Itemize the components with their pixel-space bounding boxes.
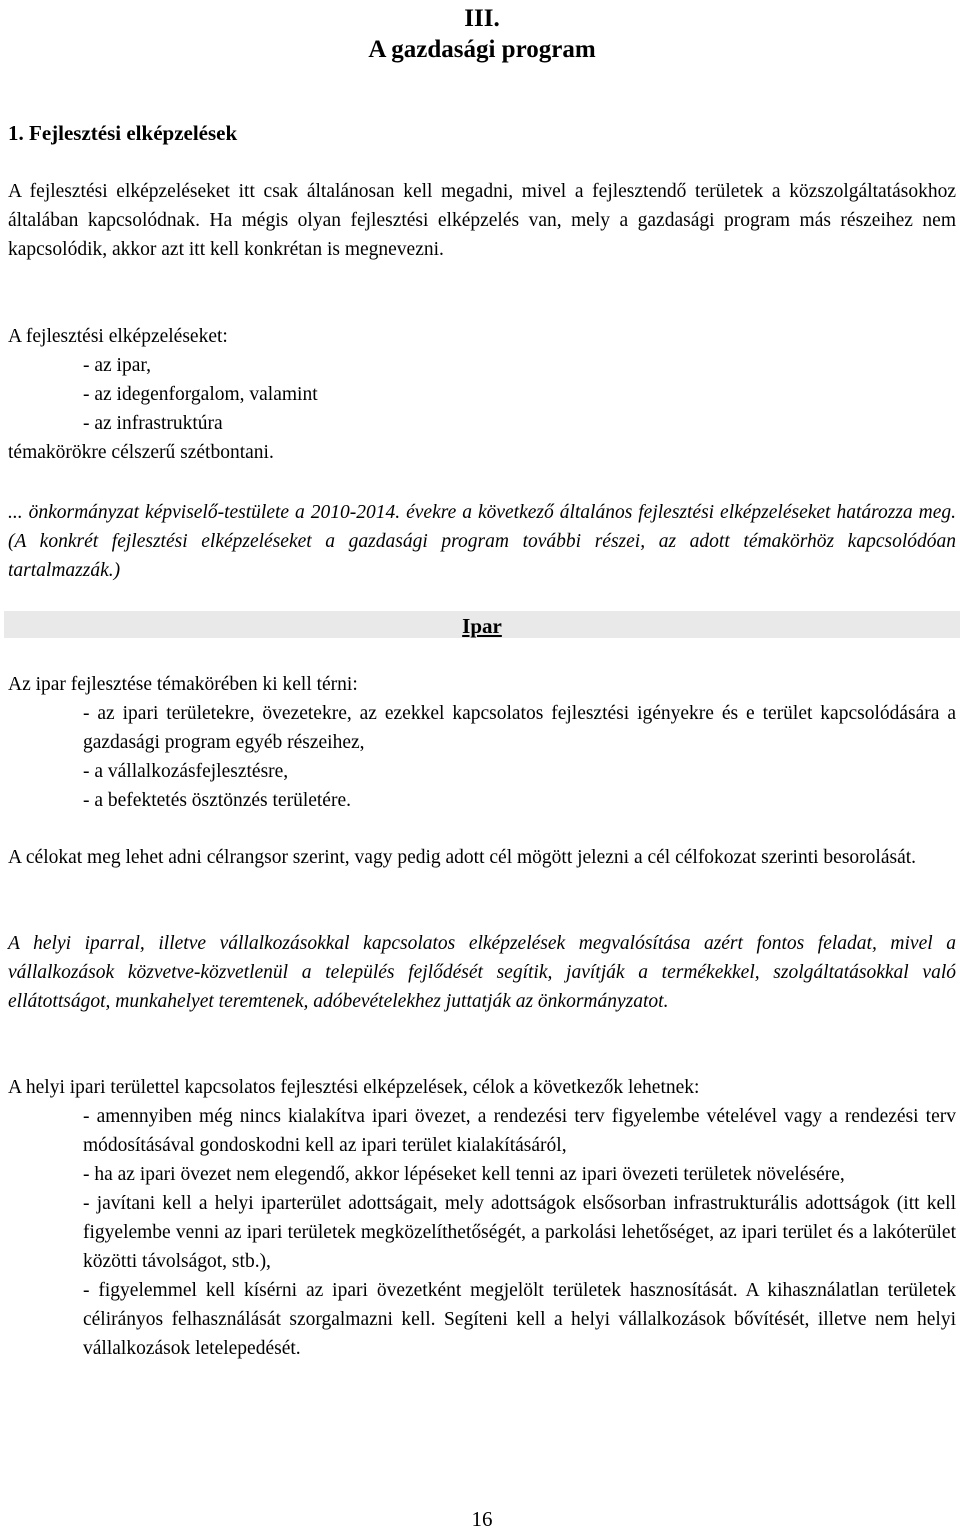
list-item: - ha az ipari övezet nem elegendő, akkor lépéseket kell tenni az ipari övezeti területek növelésére, <box>83 1164 845 1185</box>
chapter-number: III. <box>464 5 500 32</box>
list-item: - a vállalkozásfejlesztésre, <box>83 761 289 782</box>
ipar-heading-band <box>4 611 960 638</box>
goals-paragraph: A célokat meg lehet adni célrangsor szerint, vagy pedig adott cél mögött jelezni a cél célfokozat szerinti besorolását. <box>8 847 917 868</box>
list-item: - a befektetés ösztönzés területére. <box>83 790 351 811</box>
local-goals-block <box>8 1073 956 1363</box>
list-item: - figyelemmel kell kísérni az ipari övezetként megjelölt területek hasznosítását. A kihasználatlan területek célirányos felhasználását szorgalmazni kell. Segíteni kell a helyi vállalkozások bővítését, illetve nem helyi vállalkozások letelepedését. <box>83 1280 956 1359</box>
document-page <box>8 0 956 1531</box>
list-item: - javítani kell a helyi iparterület adottságait, mely adottságok elsősorban infrastrukturális adottságok (itt kell figyelembe venni az ipari területek megközelíthetőségét, a parkolási lehetőséget, az ipari terület és a lakóterület közötti távolságot, stb.), <box>83 1193 956 1272</box>
local-intro: A helyi ipari területtel kapcsolatos fejlesztési elképzelések, célok a következők lehetnek: <box>8 1077 700 1098</box>
list-item: - az idegenforgalom, valamint <box>83 384 318 405</box>
ipar-intro: Az ipar fejlesztése témakörében ki kell térni: <box>8 674 358 695</box>
list-item: - az ipari területekre, övezetekre, az ezekkel kapcsolatos fejlesztési igényekre és e terület kapcsolódására a gazdasági program egyéb részeihez, <box>83 703 956 753</box>
list-item: - az infrastruktúra <box>83 413 223 434</box>
list-outro: témakörökre célszerű szétbontani. <box>8 442 274 463</box>
resolution-paragraph: ... önkormányzat képviselő-testülete a 2010-2014. évekre a következő általános fejlesztési elképzeléseket határozza meg. (A konkrét fejlesztési elképzeléseket a gazdasági program további részei, az adott témakörhöz kapcsolódóan tartalmazzák.) <box>8 502 956 581</box>
section-heading: 1. Fejlesztési elképzelések <box>8 121 238 145</box>
list-item: - amennyiben még nincs kialakítva ipari övezet, a rendezési terv figyelembe vételével vagy a rendezési terv módosításával gondoskodni kell az ipari terület kialakításáról, <box>83 1106 956 1156</box>
importance-paragraph: A helyi iparral, illetve vállalkozásokkal kapcsolatos elképzelések megvalósítása azért fontos feladat, mivel a vállalkozások közvetve-közvetlenül a település fejlődését segítik, javítják a termékekkel, szolgáltatásokkal való ellátottságot, munkahelyet teremtenek, adóbevételekhez juttatják az önkormányzatot. <box>8 933 956 1012</box>
list-item: - az ipar, <box>83 355 151 376</box>
ipar-heading: Ipar <box>462 614 502 638</box>
list-intro: A fejlesztési elképzeléseket: <box>8 326 228 347</box>
intro-paragraph: A fejlesztési elképzeléseket itt csak általánosan kell megadni, mivel a fejlesztendő területek a közszolgáltatásokhoz általában kapcsolódnak. Ha mégis olyan fejlesztési elképzelés van, mely a gazdasági program más részeihez nem kapcsolódik, akkor azt itt kell konkrétan is megnevezni. <box>8 181 956 260</box>
chapter-title: A gazdasági program <box>368 36 596 63</box>
topic-list-block <box>8 322 956 467</box>
page-number: 16 <box>471 1507 493 1531</box>
ipar-topics-block <box>8 670 956 815</box>
